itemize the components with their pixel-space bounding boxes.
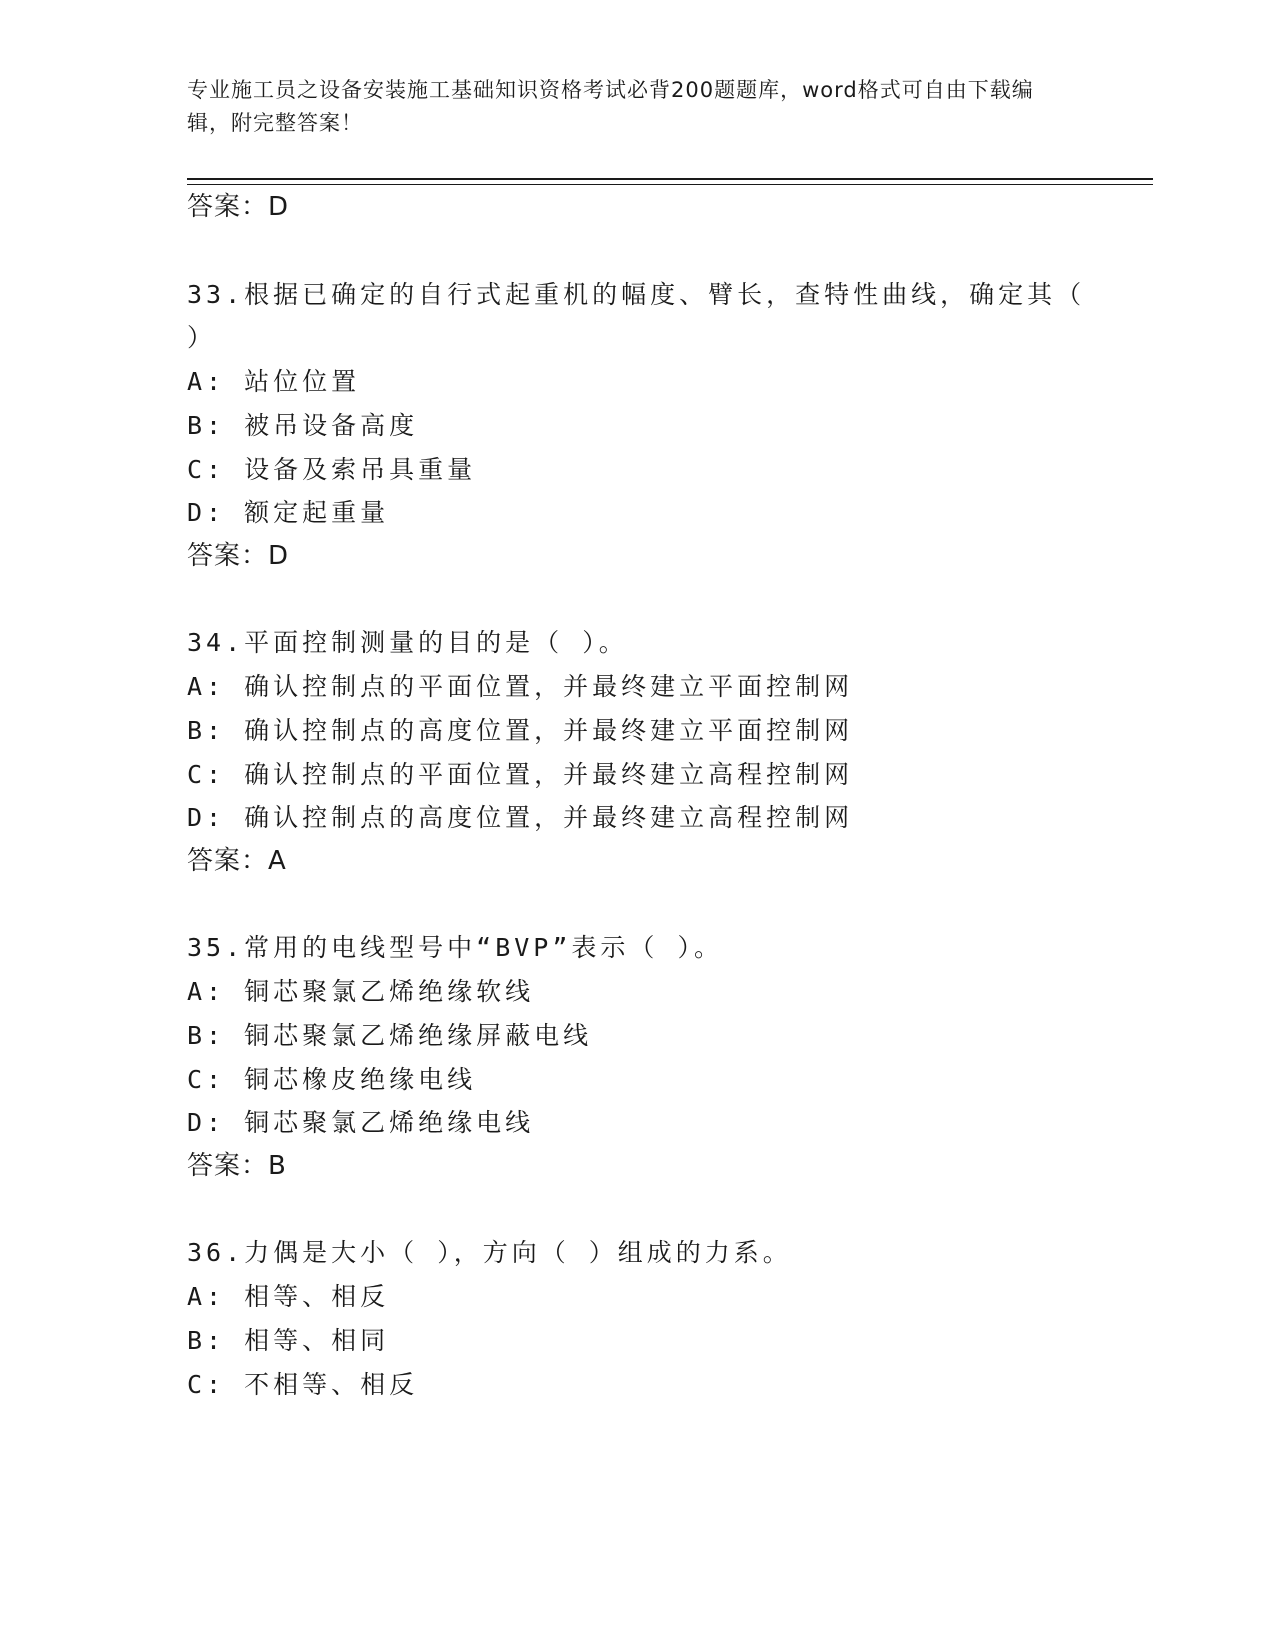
q33-option-d: D: 额定起重量: [187, 498, 390, 527]
q33-stem-line2: ）: [187, 323, 217, 352]
q36-option-a: A: 相等、相反: [187, 1282, 390, 1311]
q34-stem: 34.平面控制测量的目的是（ ）。: [187, 628, 628, 657]
q35-option-c: C: 铜芯橡皮绝缘电线: [187, 1065, 477, 1094]
q35-option-b: B: 铜芯聚氯乙烯绝缘屏蔽电线: [187, 1021, 593, 1050]
q35-stem: 35.常用的电线型号中“BVP”表示（ ）。: [187, 933, 723, 962]
q34-option-b: B: 确认控制点的高度位置，并最终建立平面控制网: [187, 716, 854, 745]
q33-stem-line1: 33.根据已确定的自行式起重机的幅度、臂长，查特性曲线，确定其（: [187, 280, 1086, 309]
answer-prev: 答案：D: [187, 192, 290, 222]
header-rule-thick: [187, 178, 1153, 180]
q36-option-b: B: 相等、相同: [187, 1326, 390, 1355]
page-header: 专业施工员之设备安装施工基础知识资格考试必背200题题库，word格式可自由下载编辑，附完整答案！: [187, 78, 1034, 135]
q34-option-a: A: 确认控制点的平面位置，并最终建立平面控制网: [187, 672, 854, 701]
q35-option-d: D: 铜芯聚氯乙烯绝缘电线: [187, 1108, 535, 1137]
header-rule-thin: [187, 184, 1153, 185]
q33-option-c: C: 设备及索吊具重量: [187, 455, 477, 484]
q33-option-a: A: 站位位置: [187, 367, 361, 396]
q36-stem: 36.力偶是大小（ ），方向（ ）组成的力系。: [187, 1238, 792, 1267]
q33-answer: 答案：D: [187, 541, 290, 571]
q34-answer: 答案：A: [187, 846, 287, 876]
q34-option-d: D: 确认控制点的高度位置，并最终建立高程控制网: [187, 803, 854, 832]
q34-option-c: C: 确认控制点的平面位置，并最终建立高程控制网: [187, 760, 854, 789]
q36-option-c: C: 不相等、相反: [187, 1370, 419, 1399]
q35-answer: 答案：B: [187, 1151, 287, 1181]
q33-option-b: B: 被吊设备高度: [187, 411, 419, 440]
q35-option-a: A: 铜芯聚氯乙烯绝缘软线: [187, 977, 535, 1006]
